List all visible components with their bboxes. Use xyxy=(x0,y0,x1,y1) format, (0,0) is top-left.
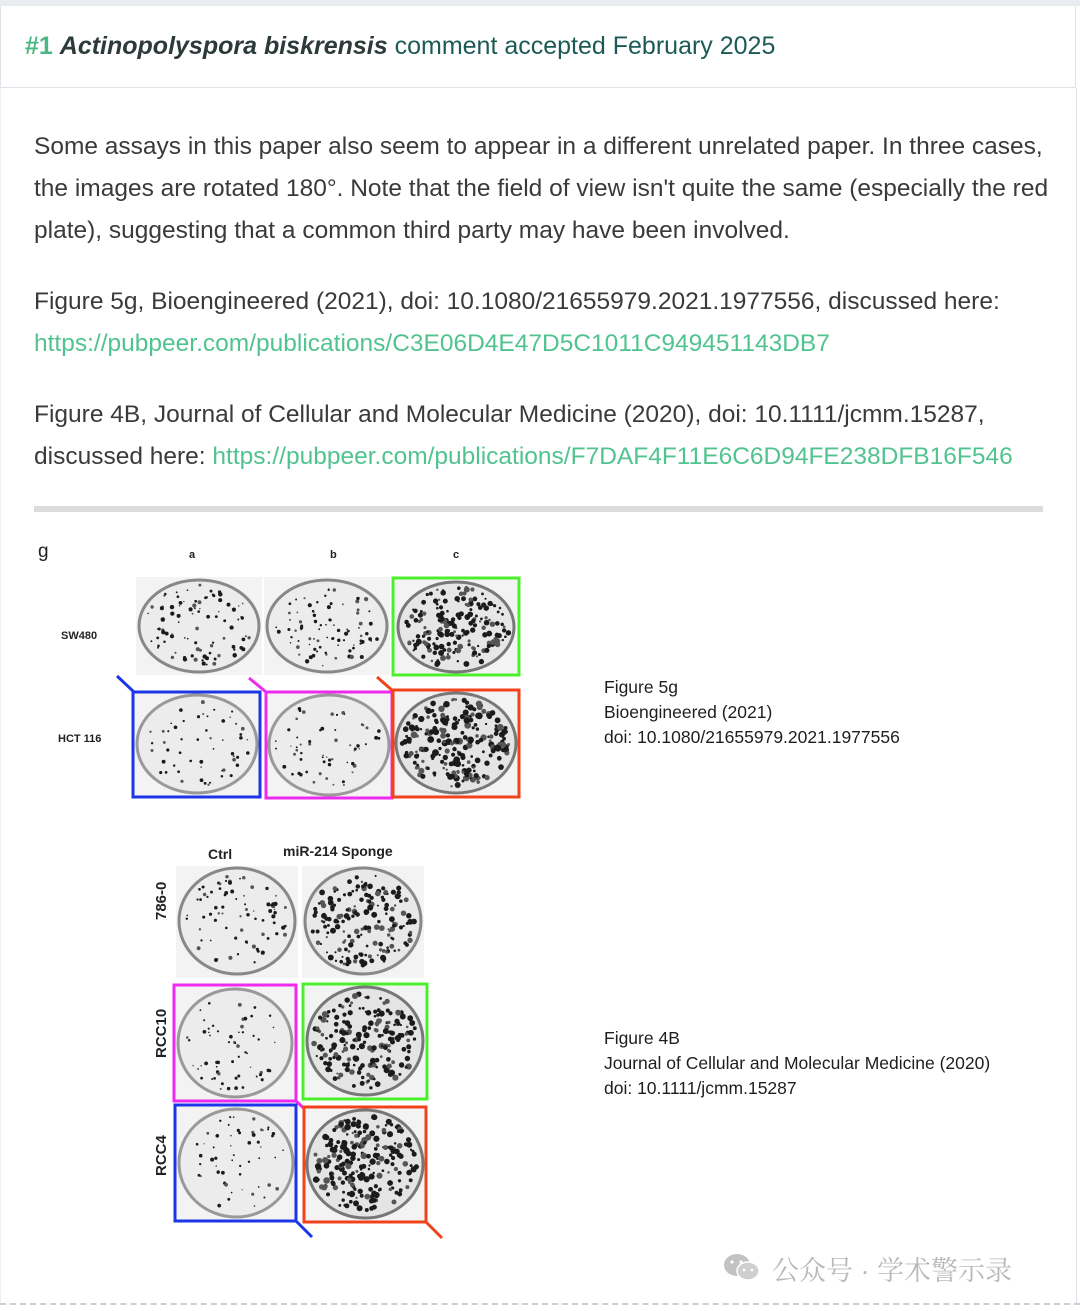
plate-rcc10-ctrl xyxy=(175,985,295,1101)
plate-hct116-a xyxy=(134,692,260,796)
plate-rcc4-ctrl xyxy=(175,1105,296,1221)
plate-hct116-c xyxy=(393,690,519,797)
comment-number[interactable]: #1 xyxy=(25,32,53,60)
paragraph-2-text: Figure 5g, Bioengineered (2021), doi: 10.1080/21655979.2021.1977556, discussed here: xyxy=(34,288,1000,315)
comment-status: comment accepted February 2025 xyxy=(394,32,776,60)
row-label-786-0: 786-0 xyxy=(153,881,170,920)
plate-sw480-c xyxy=(394,579,518,675)
comment-paragraph-1: Some assays in this paper also seem to appear in a different unrelated paper. In three cases, the images are rotated 180°. Note that the field of view isn't quite the same (especially the red plate), suggesting that a common third party may have been involved. xyxy=(34,133,1049,244)
row-label-sw480: SW480 xyxy=(61,630,98,642)
species-name: Actinopolyspora biskrensis xyxy=(59,32,388,60)
row-label-rcc4: RCC4 xyxy=(153,1135,170,1176)
column-label-sponge: miR-214 Sponge xyxy=(283,843,393,859)
column-label-a: a xyxy=(189,549,196,561)
row-label-hct116: HCT 116 xyxy=(58,733,102,745)
pubpeer-link-1[interactable]: https://pubpeer.com/publications/C3E06D4E47D5C1011C949451143DB7 xyxy=(34,330,830,357)
plate-sw480-a xyxy=(136,577,262,675)
panel-letter: g xyxy=(38,541,49,562)
column-label-ctrl: Ctrl xyxy=(208,846,233,862)
column-label-c: c xyxy=(453,549,460,561)
watermark-text: 公众号 · 学术警示录 xyxy=(772,1255,1012,1286)
row-label-rcc10: RCC10 xyxy=(153,1008,170,1058)
caption-5g-line-2: Bioengineered (2021) xyxy=(604,702,773,722)
bottom-border xyxy=(0,1303,1080,1305)
plate-hct116-b xyxy=(266,692,392,798)
plate-786-ctrl xyxy=(176,866,298,978)
plate-sw480-b xyxy=(264,577,390,675)
caption-4b-line-3: doi: 10.1111/jcmm.15287 xyxy=(604,1078,797,1098)
plate-rcc4-sponge xyxy=(304,1107,426,1222)
plate-rcc10-sponge xyxy=(303,984,427,1099)
plate-786-sponge xyxy=(302,866,424,978)
watermark xyxy=(722,1248,1012,1288)
caption-5g-line-3: doi: 10.1080/21655979.2021.1977556 xyxy=(604,727,900,747)
caption-4b-line-2: Journal of Cellular and Molecular Medicine (2020) xyxy=(604,1053,991,1073)
wechat-icon xyxy=(722,1252,762,1284)
paragraph-3-text: Figure 4B, Journal of Cellular and Molecular Medicine (2020), doi: 10.1111/jcmm.15287, discussed here: xyxy=(34,401,985,470)
pubpeer-link-2[interactable]: https://pubpeer.com/publications/F7DAF4F11E6C6D94FE238DFB16F546 xyxy=(212,443,1013,470)
column-label-b: b xyxy=(330,549,337,561)
caption-4b-line-1: Figure 4B xyxy=(604,1028,680,1048)
caption-5g-line-1: Figure 5g xyxy=(604,677,678,697)
